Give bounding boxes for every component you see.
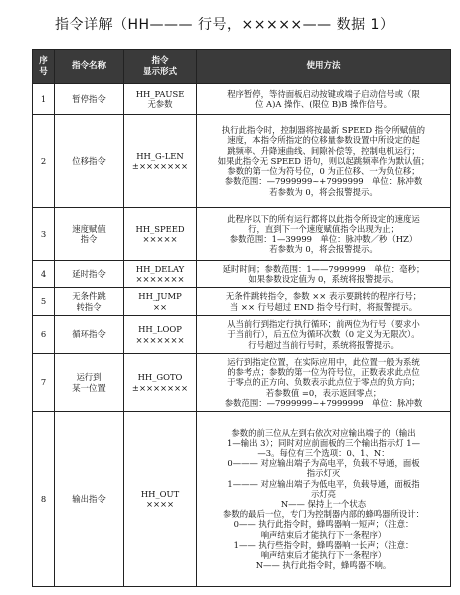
display-form-line: HH_G-LEN [136,150,184,161]
instruction-display-form [124,288,197,316]
instruction-name-line: 暂停指令 [72,93,106,104]
instruction-display-form [124,261,197,288]
instruction-name [55,261,124,288]
usage-line: 执行此指令时，控制器将按最新 SPEED 指令所赋值的 [221,125,426,136]
usage-line: 1—— 执行些指令时，蜂鸣器响一长声；（注意： [233,539,414,550]
display-form-line: ×× [152,301,168,312]
display-form-line: HH_JUMP [138,291,182,302]
instruction-name-line: 运行到 [76,372,102,383]
instruction-name-line: 某一位置 [72,382,106,393]
table-row [33,261,451,288]
usage-line: 参数范围：1—39999 单位：脉冲数／秒（HZ） [229,234,418,244]
instruction-name-line: 速度赋值 [72,223,106,234]
usage-line: 参数的前三位从左到右依次对应输出端子的（输出 [231,427,416,438]
row-number: 8 [33,412,55,587]
usage-line: 1——— 对应输出端子为低电平，负载导通，面板指 [227,478,420,489]
row-number: 6 [33,316,55,354]
instruction-display-form [124,208,197,261]
usage-line: 参数范围：—7999999~+7999999 单位：脉冲数 [224,397,423,408]
row-number: 1 [33,84,55,115]
instruction-display-form [124,84,197,115]
usage-description [197,84,451,115]
usage-line: 当 ×× 行号超过 END 指令号行时，将报警提示。 [229,301,418,312]
display-form-line: ××××××× [135,334,185,345]
instruction-name [55,208,124,261]
table-row [33,84,451,115]
usage-line: 从当前行到指定行执行循环；前两位为行号（要求小 [227,319,420,330]
page-title: 指令详解（HH——— 行号，×××××—— 数据 1） [55,17,395,33]
instruction-name [55,115,124,208]
usage-line: 跳频率、升降速曲线、间隙补偿等，控制电机运行； [227,145,420,156]
header-use: 使用方法 [197,50,451,84]
header-num: 序 号 [33,50,55,84]
table-row [33,354,451,412]
instruction-name-line: 转指令 [76,301,102,312]
usage-description [197,115,451,208]
usage-line: 于当前行），后五位为循环次数（0 定义为无限次）。 [227,329,420,340]
usage-line: 此程序以下的所有运行都将以此指令所设定的速度运 [227,213,420,224]
display-form-line: ××××× [142,234,178,244]
row-number: 5 [33,288,55,316]
display-form-line: HH_PAUSE [135,88,185,99]
usage-line: 响声结束后才能执行下一条程序） [260,550,387,561]
usage-line: 参数范围：—7999999~+7999999 单位：脉冲数 [224,176,423,187]
usage-line: 如果参数设定值为 0，系统将报警提示。 [248,274,399,284]
usage-line: N—— 执行此指令时，蜂鸣器不响。 [255,560,392,571]
usage-line: 于零点的正方向、负数表示此点位于零点的负方向； [227,377,420,388]
usage-line: 行，直到下一个速度赋值指令出现为止； [248,223,399,234]
display-form-line: HH_DELAY [135,263,185,274]
instruction-display-form [124,354,197,412]
usage-line: 示灯亮 [310,488,337,499]
instruction-display-form [124,316,197,354]
usage-line: —3。每位有三个选项：0、1、N： [257,447,390,458]
header-name: 指令名称 [55,50,124,84]
usage-line: 延时时间；参数范围：1——7999999 单位：毫秒； [222,263,425,274]
instruction-display-form [124,115,197,208]
usage-line: 指示灯灭 [306,468,341,479]
usage-line: 若参数为 0，将会报警提示。 [269,244,378,255]
usage-description [197,354,451,412]
display-form-line: ××××××× [135,274,185,284]
instruction-name [55,316,124,354]
table-row [33,412,451,587]
usage-description [197,261,451,288]
display-form-line: HH_GOTO [137,372,183,383]
row-number: 4 [33,261,55,288]
instruction-name [55,84,124,115]
usage-line: 0—— 执行此指令时，蜂鸣器响一短声；（注意： [233,519,414,530]
instruction-name-line: 延时指令 [72,268,106,279]
usage-description [197,288,451,316]
usage-description [197,208,451,261]
display-form-line: ±××××××× [131,382,189,393]
instruction-name [55,288,124,316]
usage-line: 参数的最后一位，专门为控制器内部的蜂鸣器所设计： [223,509,424,520]
usage-description [197,316,451,354]
row-number: 7 [33,354,55,412]
usage-line: 参数的第一位为符号位，0 为正位移、一为负位移； [227,166,420,177]
usage-line: 速度，本指令所指定的位移量参数设置中所设定的起 [227,135,420,146]
table-row [33,208,451,261]
display-form-line: ±××××××× [131,161,189,171]
table-row [33,115,451,208]
display-form-line: HH_OUT [140,488,180,499]
usage-line: 1—输出 3）；同时对应前面板的三个输出指示灯 1— [227,437,420,448]
usage-line: 程序暂停，等待面板启动按键或端子启动信号或（限 [227,88,420,99]
usage-description [197,412,451,587]
instruction-name-line: 循环指令 [72,329,106,340]
instruction-name-line: 无条件跳 [72,291,106,302]
usage-line: 运行到指定位置，在实际应用中，此位置一般为系统 [227,356,420,367]
table-header-row [33,50,451,84]
table-row [33,316,451,354]
instruction-display-form [124,412,197,587]
instruction-name [55,412,124,587]
table-row [33,288,451,316]
display-form-line: HH_SPEED [135,223,185,234]
display-form-line: HH_LOOP [138,324,182,335]
usage-line: 若参数值 =0，表示返回零点； [265,387,382,398]
instruction-name-line: 位移指令 [72,155,106,166]
row-number: 2 [33,115,55,208]
instruction-name-line: 输出指令 [72,493,106,504]
usage-line: 响声结束后才能执行下一条程序） [260,529,387,540]
usage-line: 若参数为 0，将会报警提示。 [269,186,378,197]
display-form-line: 无参数 [147,99,173,109]
usage-line: 位 A)A 操作、(限位 B)B 操作信号。 [255,99,392,109]
instruction-name-line: 指令 [80,234,98,244]
usage-line: 的参考点；参数的第一位为符号位，正数表求此点位 [227,367,420,378]
usage-line: 行号超过当前行号时，系统将报警提示。 [248,339,399,350]
usage-line: N—— 保持上一个状态 [280,499,367,509]
row-number: 3 [33,208,55,261]
display-form-line: ×××× [145,499,175,509]
usage-line: 无条件跳转指令，参数 ×× 表示要跳转的程序行号； [225,291,422,302]
usage-line: 0——— 对应输出端子为高电平，负载不导通，面板 [227,458,420,469]
instruction-table [32,49,451,587]
usage-line: 如果此指令无 SPEED 语句，则以起跳频率作为默认值； [217,155,430,166]
header-disp: 指令 显示形式 [124,50,197,84]
instruction-name [55,354,124,412]
